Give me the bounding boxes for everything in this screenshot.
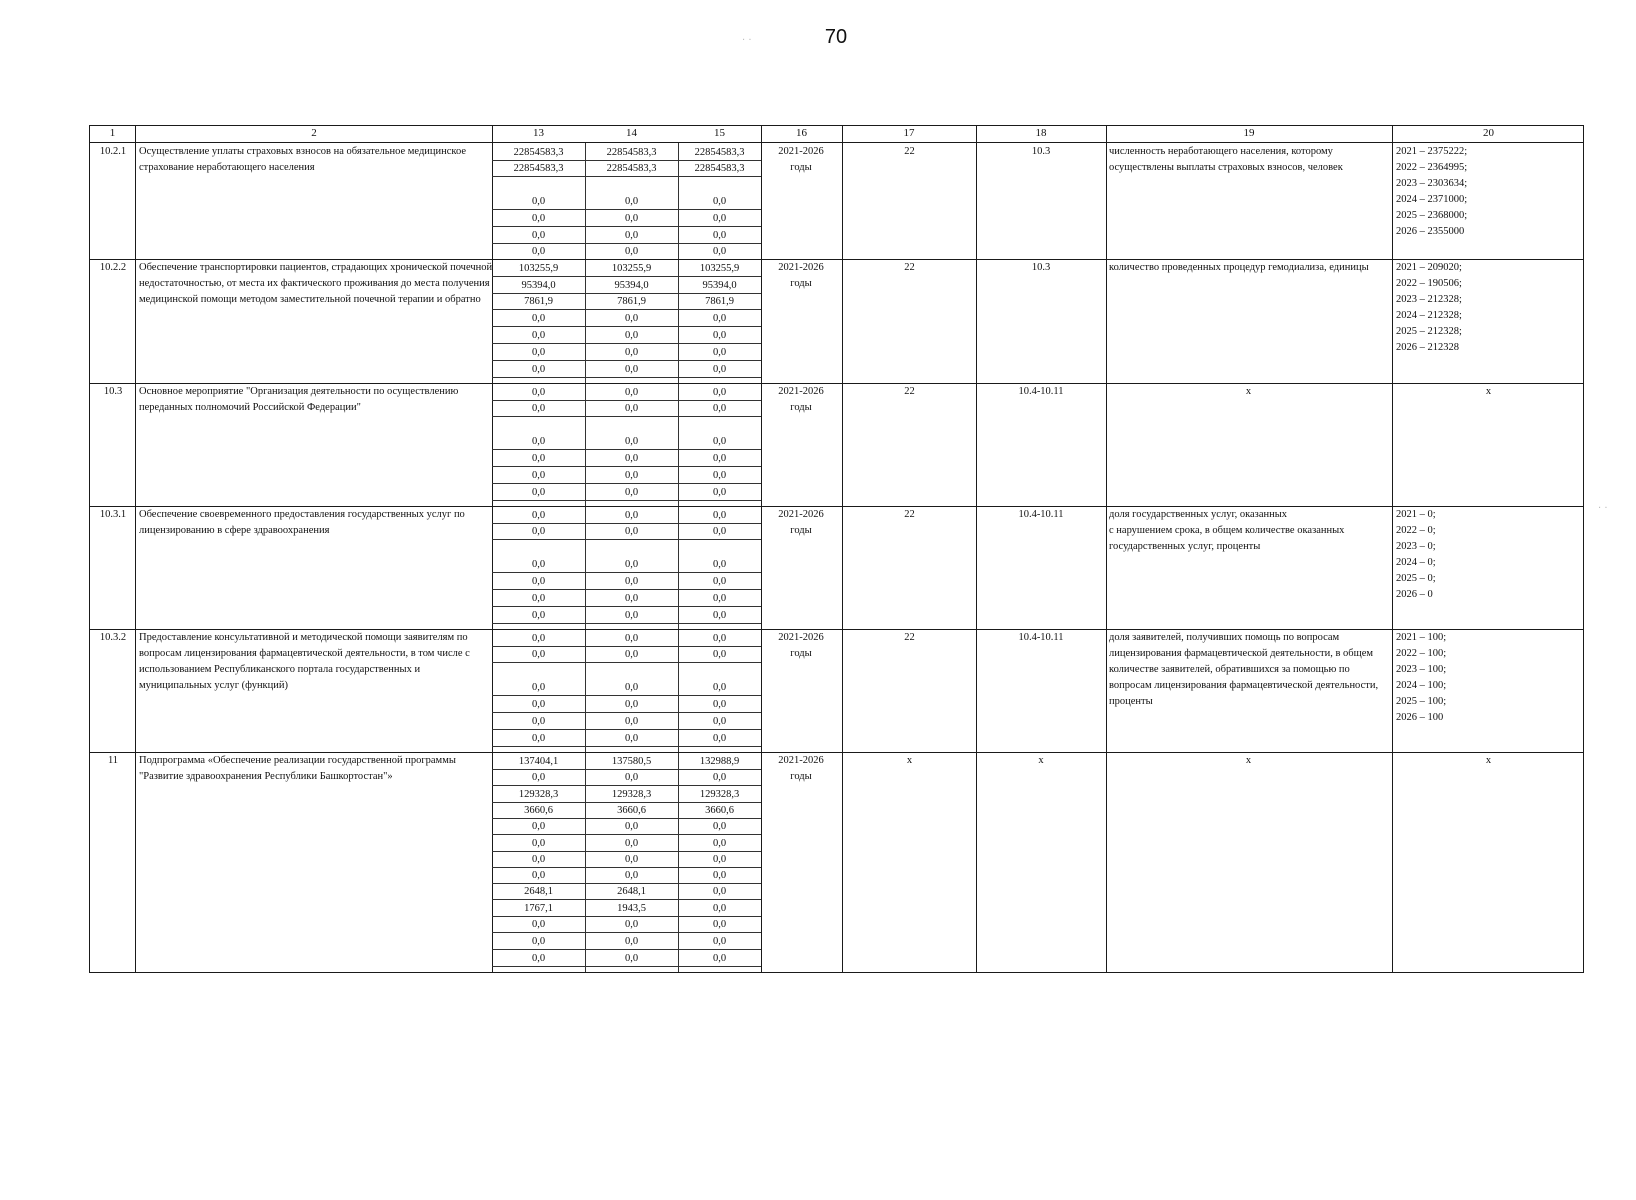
financing-15: 22854583,3 xyxy=(678,161,761,177)
financing-15: 0,0 xyxy=(678,451,761,467)
row-indicator: количество проведенных процедур гемодиализа, единицы xyxy=(1109,262,1369,273)
financing-13: 0,0 xyxy=(492,328,585,344)
grid-line xyxy=(678,629,679,752)
column-header-13: 13 xyxy=(533,127,544,139)
financing-14: 3660,6 xyxy=(585,803,678,819)
column-header-19: 19 xyxy=(1243,127,1255,139)
financing-15: 0,0 xyxy=(678,836,761,852)
financing-15: 0,0 xyxy=(678,819,761,835)
row-col18: 10.3 xyxy=(1031,146,1051,157)
financing-14: 2648,1 xyxy=(585,884,678,900)
row-indicator-values: 2021 – 0; 2022 – 0; 2023 – 0; 2024 – 0; 2025 – 0; 2026 – 0 xyxy=(1396,509,1436,600)
financing-13: 137404,1 xyxy=(492,754,585,770)
financing-14: 0,0 xyxy=(585,770,678,786)
grid-line xyxy=(585,752,586,972)
column-header-2: 2 xyxy=(311,127,317,139)
financing-14: 0,0 xyxy=(585,211,678,227)
financing-13: 0,0 xyxy=(492,917,585,933)
column-header-1: 1 xyxy=(109,127,116,139)
financing-14: 103255,9 xyxy=(585,261,678,277)
grid-line xyxy=(585,629,586,752)
row-term: 2021-2026 годы xyxy=(778,509,824,536)
financing-15: 0,0 xyxy=(678,574,761,590)
financing-14: 137580,5 xyxy=(585,754,678,770)
column-header-16: 16 xyxy=(796,127,807,139)
row-term: 2021-2026 годы xyxy=(778,386,824,413)
financing-13: 0,0 xyxy=(492,951,585,967)
row-term: 2021-2026 годы xyxy=(778,755,824,782)
financing-14: 0,0 xyxy=(585,244,678,260)
row-indicator-values: х xyxy=(1485,386,1492,397)
grid-line xyxy=(585,506,586,629)
financing-15: 0,0 xyxy=(678,631,761,647)
row-col18: 10.3 xyxy=(1031,262,1051,273)
row-term: 2021-2026 годы xyxy=(778,262,824,289)
financing-15: 0,0 xyxy=(678,524,761,540)
row-indicator-values: х xyxy=(1485,755,1492,766)
financing-15: 0,0 xyxy=(678,591,761,607)
financing-15: 0,0 xyxy=(678,434,761,450)
financing-14: 0,0 xyxy=(585,631,678,647)
financing-15: 0,0 xyxy=(678,680,761,696)
financing-13: 129328,3 xyxy=(492,787,585,803)
financing-15: 0,0 xyxy=(678,608,761,624)
financing-15: 0,0 xyxy=(678,345,761,361)
row-col17: 22 xyxy=(904,632,915,643)
financing-13: 0,0 xyxy=(492,608,585,624)
grid-line xyxy=(678,383,679,506)
row-name: Основное мероприятие "Организация деятельности по осуществлению переданных полномочий Российской Федерации" xyxy=(139,386,459,413)
financing-14: 0,0 xyxy=(585,714,678,730)
financing-15: 0,0 xyxy=(678,714,761,730)
financing-15: 0,0 xyxy=(678,194,761,210)
financing-15: 0,0 xyxy=(678,211,761,227)
financing-14: 0,0 xyxy=(585,934,678,950)
financing-14: 0,0 xyxy=(585,574,678,590)
scan-speck: · · xyxy=(742,35,752,46)
financing-15: 0,0 xyxy=(678,557,761,573)
financing-13: 0,0 xyxy=(492,468,585,484)
financing-13: 103255,9 xyxy=(492,261,585,277)
financing-13: 0,0 xyxy=(492,868,585,884)
financing-15: 0,0 xyxy=(678,917,761,933)
row-indicator: х xyxy=(1245,755,1252,766)
financing-14: 0,0 xyxy=(585,647,678,663)
financing-15: 0,0 xyxy=(678,508,761,524)
row-rule xyxy=(90,972,1583,973)
row-col17: 22 xyxy=(904,262,915,273)
financing-15: 22854583,3 xyxy=(678,145,761,161)
row-indicator-values: 2021 – 2375222; 2022 – 2364995; 2023 – 2303634; 2024 – 2371000; 2025 – 2368000; 2026 – 2355000 xyxy=(1396,146,1468,237)
financing-13: 0,0 xyxy=(492,770,585,786)
row-col18: 10.4-10.11 xyxy=(1018,509,1064,520)
financing-13: 0,0 xyxy=(492,194,585,210)
program-table xyxy=(89,125,1584,973)
financing-13: 0,0 xyxy=(492,714,585,730)
row-indicator: доля заявителей, получивших помощь по вопросам лицензирования фармацевтической деятельности, в общем количестве заявителей, обратившихся за помощью по вопросам лицензирования фармацевтической деятельности, проценты xyxy=(1109,632,1379,707)
financing-13: 7861,9 xyxy=(492,294,585,310)
financing-14: 0,0 xyxy=(585,608,678,624)
financing-14: 0,0 xyxy=(585,524,678,540)
financing-15: 0,0 xyxy=(678,647,761,663)
row-name: Обеспечение своевременного предоставления государственных услуг по лицензированию в сфере здравоохранения xyxy=(139,509,465,536)
row-col18: 10.4-10.11 xyxy=(1018,632,1064,643)
financing-15: 0,0 xyxy=(678,485,761,501)
grid-line xyxy=(585,259,586,383)
financing-14: 0,0 xyxy=(585,328,678,344)
financing-15: 0,0 xyxy=(678,852,761,868)
financing-14: 0,0 xyxy=(585,401,678,417)
financing-14: 0,0 xyxy=(585,731,678,747)
column-header-17: 17 xyxy=(903,127,915,139)
row-term: 2021-2026 годы xyxy=(778,632,824,659)
table-row xyxy=(90,143,1583,259)
financing-14: 0,0 xyxy=(585,557,678,573)
financing-15: 0,0 xyxy=(678,385,761,401)
financing-15: 95394,0 xyxy=(678,278,761,294)
financing-14: 0,0 xyxy=(585,485,678,501)
page-number: 70 xyxy=(824,26,848,48)
financing-13: 0,0 xyxy=(492,244,585,260)
financing-15: 0,0 xyxy=(678,868,761,884)
row-code: 10.3.2 xyxy=(99,632,127,643)
row-indicator-values: 2021 – 209020; 2022 – 190506; 2023 – 212328; 2024 – 212328; 2025 – 212328; 2026 – 212328 xyxy=(1396,262,1462,353)
financing-15: 0,0 xyxy=(678,770,761,786)
financing-14: 0,0 xyxy=(585,434,678,450)
row-name: Осуществление уплаты страховых взносов на обязательное медицинское страхование неработающего населения xyxy=(139,146,467,173)
financing-13: 0,0 xyxy=(492,574,585,590)
row-col17: 22 xyxy=(904,509,915,520)
grid-line xyxy=(585,143,586,259)
row-col17: 22 xyxy=(904,146,915,157)
table-row xyxy=(90,752,1583,972)
financing-13: 0,0 xyxy=(492,228,585,244)
row-code: 10.3.1 xyxy=(99,509,127,520)
financing-13: 95394,0 xyxy=(492,278,585,294)
financing-14: 0,0 xyxy=(585,508,678,524)
financing-14: 0,0 xyxy=(585,362,678,378)
table-row xyxy=(90,506,1583,629)
financing-13: 1767,1 xyxy=(492,901,585,917)
financing-14: 0,0 xyxy=(585,917,678,933)
financing-13: 0,0 xyxy=(492,631,585,647)
financing-15: 0,0 xyxy=(678,731,761,747)
financing-13: 0,0 xyxy=(492,211,585,227)
financing-15: 132988,9 xyxy=(678,754,761,770)
financing-14: 0,0 xyxy=(585,194,678,210)
financing-13: 22854583,3 xyxy=(492,161,585,177)
financing-14: 0,0 xyxy=(585,836,678,852)
row-col18: 10.4-10.11 xyxy=(1018,386,1064,397)
financing-13: 0,0 xyxy=(492,836,585,852)
column-header-20: 20 xyxy=(1483,127,1494,139)
grid-line xyxy=(678,506,679,629)
financing-15: 0,0 xyxy=(678,311,761,327)
financing-13: 0,0 xyxy=(492,697,585,713)
financing-13: 0,0 xyxy=(492,557,585,573)
row-indicator: х xyxy=(1245,386,1252,397)
row-name: Предоставление консультативной и методической помощи заявителям по вопросам лицензирования фармацевтической деятельности, в том числе с использованием Республиканского портала государственных и муниципальных услуг (функций) xyxy=(139,632,470,691)
financing-13: 0,0 xyxy=(492,451,585,467)
row-col17: 22 xyxy=(904,386,915,397)
financing-13: 0,0 xyxy=(492,385,585,401)
financing-15: 103255,9 xyxy=(678,261,761,277)
financing-13: 0,0 xyxy=(492,362,585,378)
row-rule xyxy=(90,259,1583,260)
financing-13: 0,0 xyxy=(492,731,585,747)
financing-15: 0,0 xyxy=(678,934,761,950)
row-code: 11 xyxy=(107,755,119,766)
row-indicator-values: 2021 – 100; 2022 – 100; 2023 – 100; 2024 – 100; 2025 – 100; 2026 – 100 xyxy=(1396,632,1447,723)
grid-line xyxy=(678,259,679,383)
financing-15: 0,0 xyxy=(678,362,761,378)
row-rule xyxy=(90,629,1583,630)
financing-14: 0,0 xyxy=(585,951,678,967)
financing-13: 0,0 xyxy=(492,524,585,540)
row-rule xyxy=(90,752,1583,753)
financing-15: 0,0 xyxy=(678,901,761,917)
grid-line xyxy=(678,752,679,972)
financing-14: 0,0 xyxy=(585,311,678,327)
financing-14: 0,0 xyxy=(585,680,678,696)
row-term: 2021-2026 годы xyxy=(778,146,824,173)
row-name: Обеспечение транспортировки пациентов, страдающих хронической почечной недостаточностью, от места их фактического проживания до места получения медицинской помощи методом заместительной почечной терапии и обратно xyxy=(139,262,493,305)
row-code: 10.2.1 xyxy=(99,146,127,157)
financing-14: 7861,9 xyxy=(585,294,678,310)
financing-15: 129328,3 xyxy=(678,787,761,803)
column-header-15: 15 xyxy=(714,127,725,139)
financing-15: 0,0 xyxy=(678,228,761,244)
financing-13: 2648,1 xyxy=(492,884,585,900)
financing-13: 0,0 xyxy=(492,680,585,696)
financing-14: 0,0 xyxy=(585,345,678,361)
financing-15: 0,0 xyxy=(678,884,761,900)
row-col17: х xyxy=(906,755,913,766)
row-name: Подпрограмма «Обеспечение реализации государственной программы "Развитие здравоохранения Республики Башкортостан"» xyxy=(139,755,456,782)
column-header-18: 18 xyxy=(1035,127,1047,139)
table-row xyxy=(90,259,1583,383)
financing-13: 0,0 xyxy=(492,647,585,663)
financing-14: 0,0 xyxy=(585,228,678,244)
financing-14: 1943,5 xyxy=(585,901,678,917)
financing-14: 22854583,3 xyxy=(585,145,678,161)
financing-14: 0,0 xyxy=(585,451,678,467)
financing-13: 0,0 xyxy=(492,934,585,950)
table-row xyxy=(90,383,1583,506)
financing-13: 22854583,3 xyxy=(492,145,585,161)
financing-14: 95394,0 xyxy=(585,278,678,294)
financing-13: 0,0 xyxy=(492,485,585,501)
financing-15: 0,0 xyxy=(678,951,761,967)
financing-14: 0,0 xyxy=(585,468,678,484)
financing-13: 0,0 xyxy=(492,508,585,524)
financing-14: 22854583,3 xyxy=(585,161,678,177)
financing-15: 0,0 xyxy=(678,697,761,713)
grid-line xyxy=(678,143,679,259)
row-indicator: доля государственных услуг, оказанных с нарушением срока, в общем количестве оказанных государственных услуг, проценты xyxy=(1109,509,1345,552)
financing-15: 0,0 xyxy=(678,468,761,484)
table-row xyxy=(90,629,1583,752)
financing-13: 0,0 xyxy=(492,434,585,450)
row-rule xyxy=(90,506,1583,507)
financing-15: 7861,9 xyxy=(678,294,761,310)
row-code: 10.2.2 xyxy=(99,262,127,273)
financing-15: 0,0 xyxy=(678,244,761,260)
financing-15: 3660,6 xyxy=(678,803,761,819)
row-col18: х xyxy=(1038,755,1044,766)
financing-15: 0,0 xyxy=(678,401,761,417)
grid-line xyxy=(585,383,586,506)
financing-14: 0,0 xyxy=(585,697,678,713)
row-rule xyxy=(90,383,1583,384)
financing-15: 0,0 xyxy=(678,328,761,344)
row-code: 10.3 xyxy=(103,386,123,397)
financing-13: 0,0 xyxy=(492,852,585,868)
financing-13: 0,0 xyxy=(492,591,585,607)
financing-14: 0,0 xyxy=(585,852,678,868)
financing-14: 0,0 xyxy=(585,591,678,607)
financing-13: 0,0 xyxy=(492,345,585,361)
column-header-14: 14 xyxy=(626,127,637,139)
financing-14: 0,0 xyxy=(585,385,678,401)
financing-13: 0,0 xyxy=(492,311,585,327)
financing-14: 0,0 xyxy=(585,868,678,884)
financing-14: 0,0 xyxy=(585,819,678,835)
financing-13: 3660,6 xyxy=(492,803,585,819)
financing-14: 129328,3 xyxy=(585,787,678,803)
financing-13: 0,0 xyxy=(492,401,585,417)
financing-13: 0,0 xyxy=(492,819,585,835)
row-indicator: численность неработающего населения, которому осуществлены выплаты страховых взносов, человек xyxy=(1109,146,1343,173)
scan-speck: . . xyxy=(1598,500,1608,511)
